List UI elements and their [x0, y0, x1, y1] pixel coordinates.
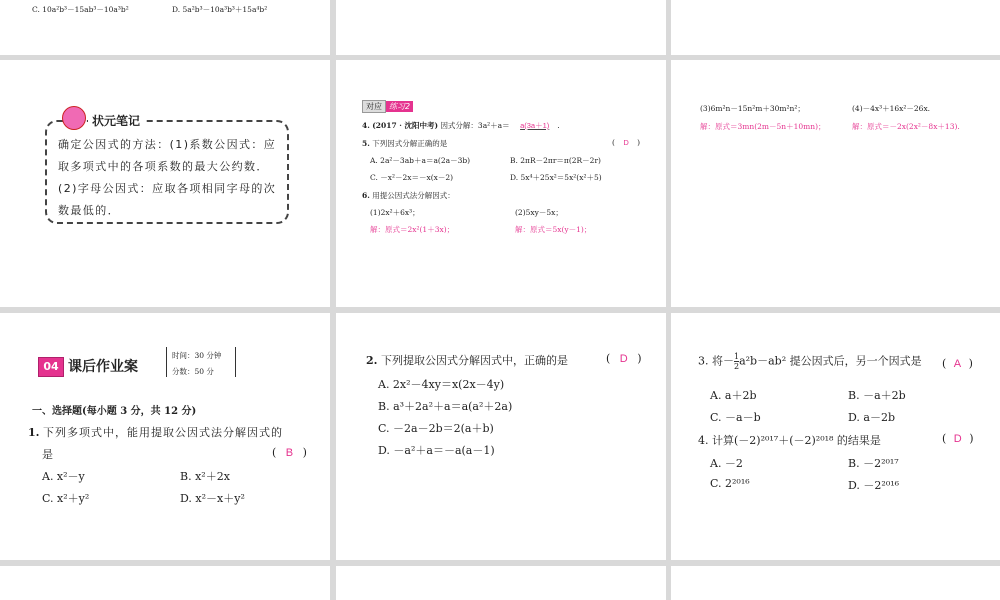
mb-q2-answer-slot: ( D ) [606, 352, 642, 365]
rb-q4-option-d: D. －2²⁰¹⁶ [848, 479, 900, 492]
practice-badge [362, 101, 413, 113]
hw-q1-option-c: C. x²＋y² [42, 492, 90, 505]
smiley-icon [62, 106, 86, 130]
q5-option-c: C. －x²－2x＝－x(x－2) [370, 173, 454, 182]
q6-part1-answer: 解：原式＝2x²(1＋3x)； [370, 225, 455, 234]
q4-source: (2017 · 沈阳中考) [372, 121, 439, 130]
mb-option-c: C. －2a－2b＝2(a＋b) [378, 422, 494, 435]
q6-number: 6. [362, 191, 370, 200]
q6-part2-answer: 解：原式＝5x(y－1)； [515, 225, 592, 234]
panel-right-top [671, 60, 1000, 307]
q5-option-a: A. 2a²－3ab＋a＝a(2a－3b) [370, 156, 471, 165]
panel-top-right [671, 0, 1000, 55]
rb-option-b: B. －a＋2b [848, 389, 906, 402]
hw-q1-text2: 是 [42, 448, 53, 461]
rb-q4-answer: D [953, 433, 962, 445]
rb-q4-option-c: C. 2²⁰¹⁶ [710, 477, 750, 490]
mb-option-a: A. 2x²－4xy＝x(2x－4y) [378, 378, 505, 391]
q5-answer: D [623, 138, 629, 147]
hw-q1-line [28, 424, 283, 440]
q6-text: 用提公因式法分解因式： [372, 191, 455, 200]
q6-line [362, 190, 455, 201]
part-heading: 一、选择题(每小题 3 分，共 12 分) [32, 406, 197, 417]
mb-option-d: D. －a²＋a＝－a(a－1) [378, 444, 495, 457]
q5-text: 下列因式分解正确的是 [372, 139, 448, 148]
rb-q4-answer-slot: ( D ) [942, 432, 974, 445]
fraction-denominator: 2 [734, 362, 740, 371]
hw-q1-answer-slot: ( B ) [272, 446, 307, 459]
note-text: 确定公因式的方法：(1)系数公因式：应取多项式中的各项系数的最大公约数．(2)字母公因式：应取各项相同字母的次数最低的． [58, 138, 277, 217]
q4-answer: a(3a＋1) [520, 121, 550, 130]
fraction-numerator: 1 [734, 352, 740, 361]
mb-q2-text: 下列提取公因式分解因式中，正确的是 [380, 354, 568, 367]
hw-q1-option-b: B. x²＋2x [180, 470, 230, 483]
q6-part2: (2)5xy－5x； [515, 208, 563, 217]
rb-option-c: C. －a－b [710, 411, 761, 424]
q6-part1: (1)2x²＋6x³； [370, 208, 420, 217]
rb-q4-text: 4. 计算(－2)²⁰¹⁷＋(－2)²⁰¹⁸ 的结果是 [698, 434, 881, 447]
panel-bottom-mid [336, 566, 666, 600]
badge-label: 对应 [362, 100, 386, 113]
q5-number: 5. [362, 139, 370, 148]
panel-bottom-left [0, 566, 330, 600]
rb-q3-answer: A [953, 358, 962, 370]
rb-q4-option-b: B. －2²⁰¹⁷ [848, 457, 899, 470]
mb-option-b: B. a³＋2a²＋a＝a(a²＋2a) [378, 400, 513, 413]
q5-answer-slot: ( D ) [612, 138, 641, 147]
rb-q3-post: a²b－ab² 提公因式后，另一个因式是 [739, 354, 922, 368]
note-title: 状元笔记 [88, 112, 144, 129]
rb-q4-option-a: A. －2 [710, 457, 743, 470]
section-title: 课后作业案 [68, 359, 138, 375]
mb-q2-line [366, 352, 568, 368]
q5-option-b: B. 2πR－2πr＝π(2R－2r) [510, 156, 601, 165]
rt-q3: (3)6m²n－15n²m＋30m²n²； [700, 104, 805, 113]
q4-text: 因式分解：3a²＋a＝ [440, 121, 510, 130]
hw-q1-option-d: D. x²－x＋y² [180, 492, 245, 505]
hw-q1-option-a: A. x²－y [42, 470, 85, 483]
section-number: 04 [38, 357, 64, 377]
rb-option-a: A. a＋2b [710, 389, 757, 402]
panel-mid-bottom [336, 313, 666, 560]
rb-option-d: D. a－2b [848, 411, 896, 424]
hw-q1-text: 下列多项式中，能用提取公因式法分解因式的 [42, 426, 283, 439]
rb-q3-answer-slot: ( A ) [942, 357, 973, 370]
panel-bottom-right [671, 566, 1000, 600]
rt-q4: (4)－4x³＋16x²－26x. [852, 104, 931, 113]
q4-number: 4. [362, 121, 370, 130]
panel-exercise [336, 60, 666, 307]
q5-line [362, 138, 447, 149]
panel-top-mid [336, 0, 666, 55]
option-c: C. 10a²b³－15ab³－10a³b² [32, 5, 129, 14]
option-d: D. 5a²b³－10a³b³＋15a⁴b² [172, 5, 268, 14]
rt-q4-answer: 解：原式＝－2x(2x²－8x＋13). [852, 122, 960, 131]
hw-q1-answer: B [285, 447, 294, 459]
mb-q2-answer: D [619, 353, 628, 365]
hw-q1-number: 1. [28, 426, 40, 439]
q4-line: 4. (2017 · 沈阳中考) 因式分解：3a²＋a＝ a(3a＋1) . [362, 121, 560, 130]
badge-practice: 练习2 [386, 101, 413, 112]
rb-q3-pre: 3. 将－ [698, 354, 734, 368]
rb-q3-line [698, 352, 922, 371]
rt-q3-answer: 解：原式＝3mn(2m－5n＋10mn)； [700, 122, 826, 131]
q5-option-d: D. 5x⁴＋25x²＝5x²(x²＋5) [510, 173, 602, 182]
time-limit: 时间：30 分钟 [172, 351, 222, 360]
score-total: 分数：50 分 [172, 367, 214, 376]
mb-q2-number: 2. [366, 354, 378, 367]
